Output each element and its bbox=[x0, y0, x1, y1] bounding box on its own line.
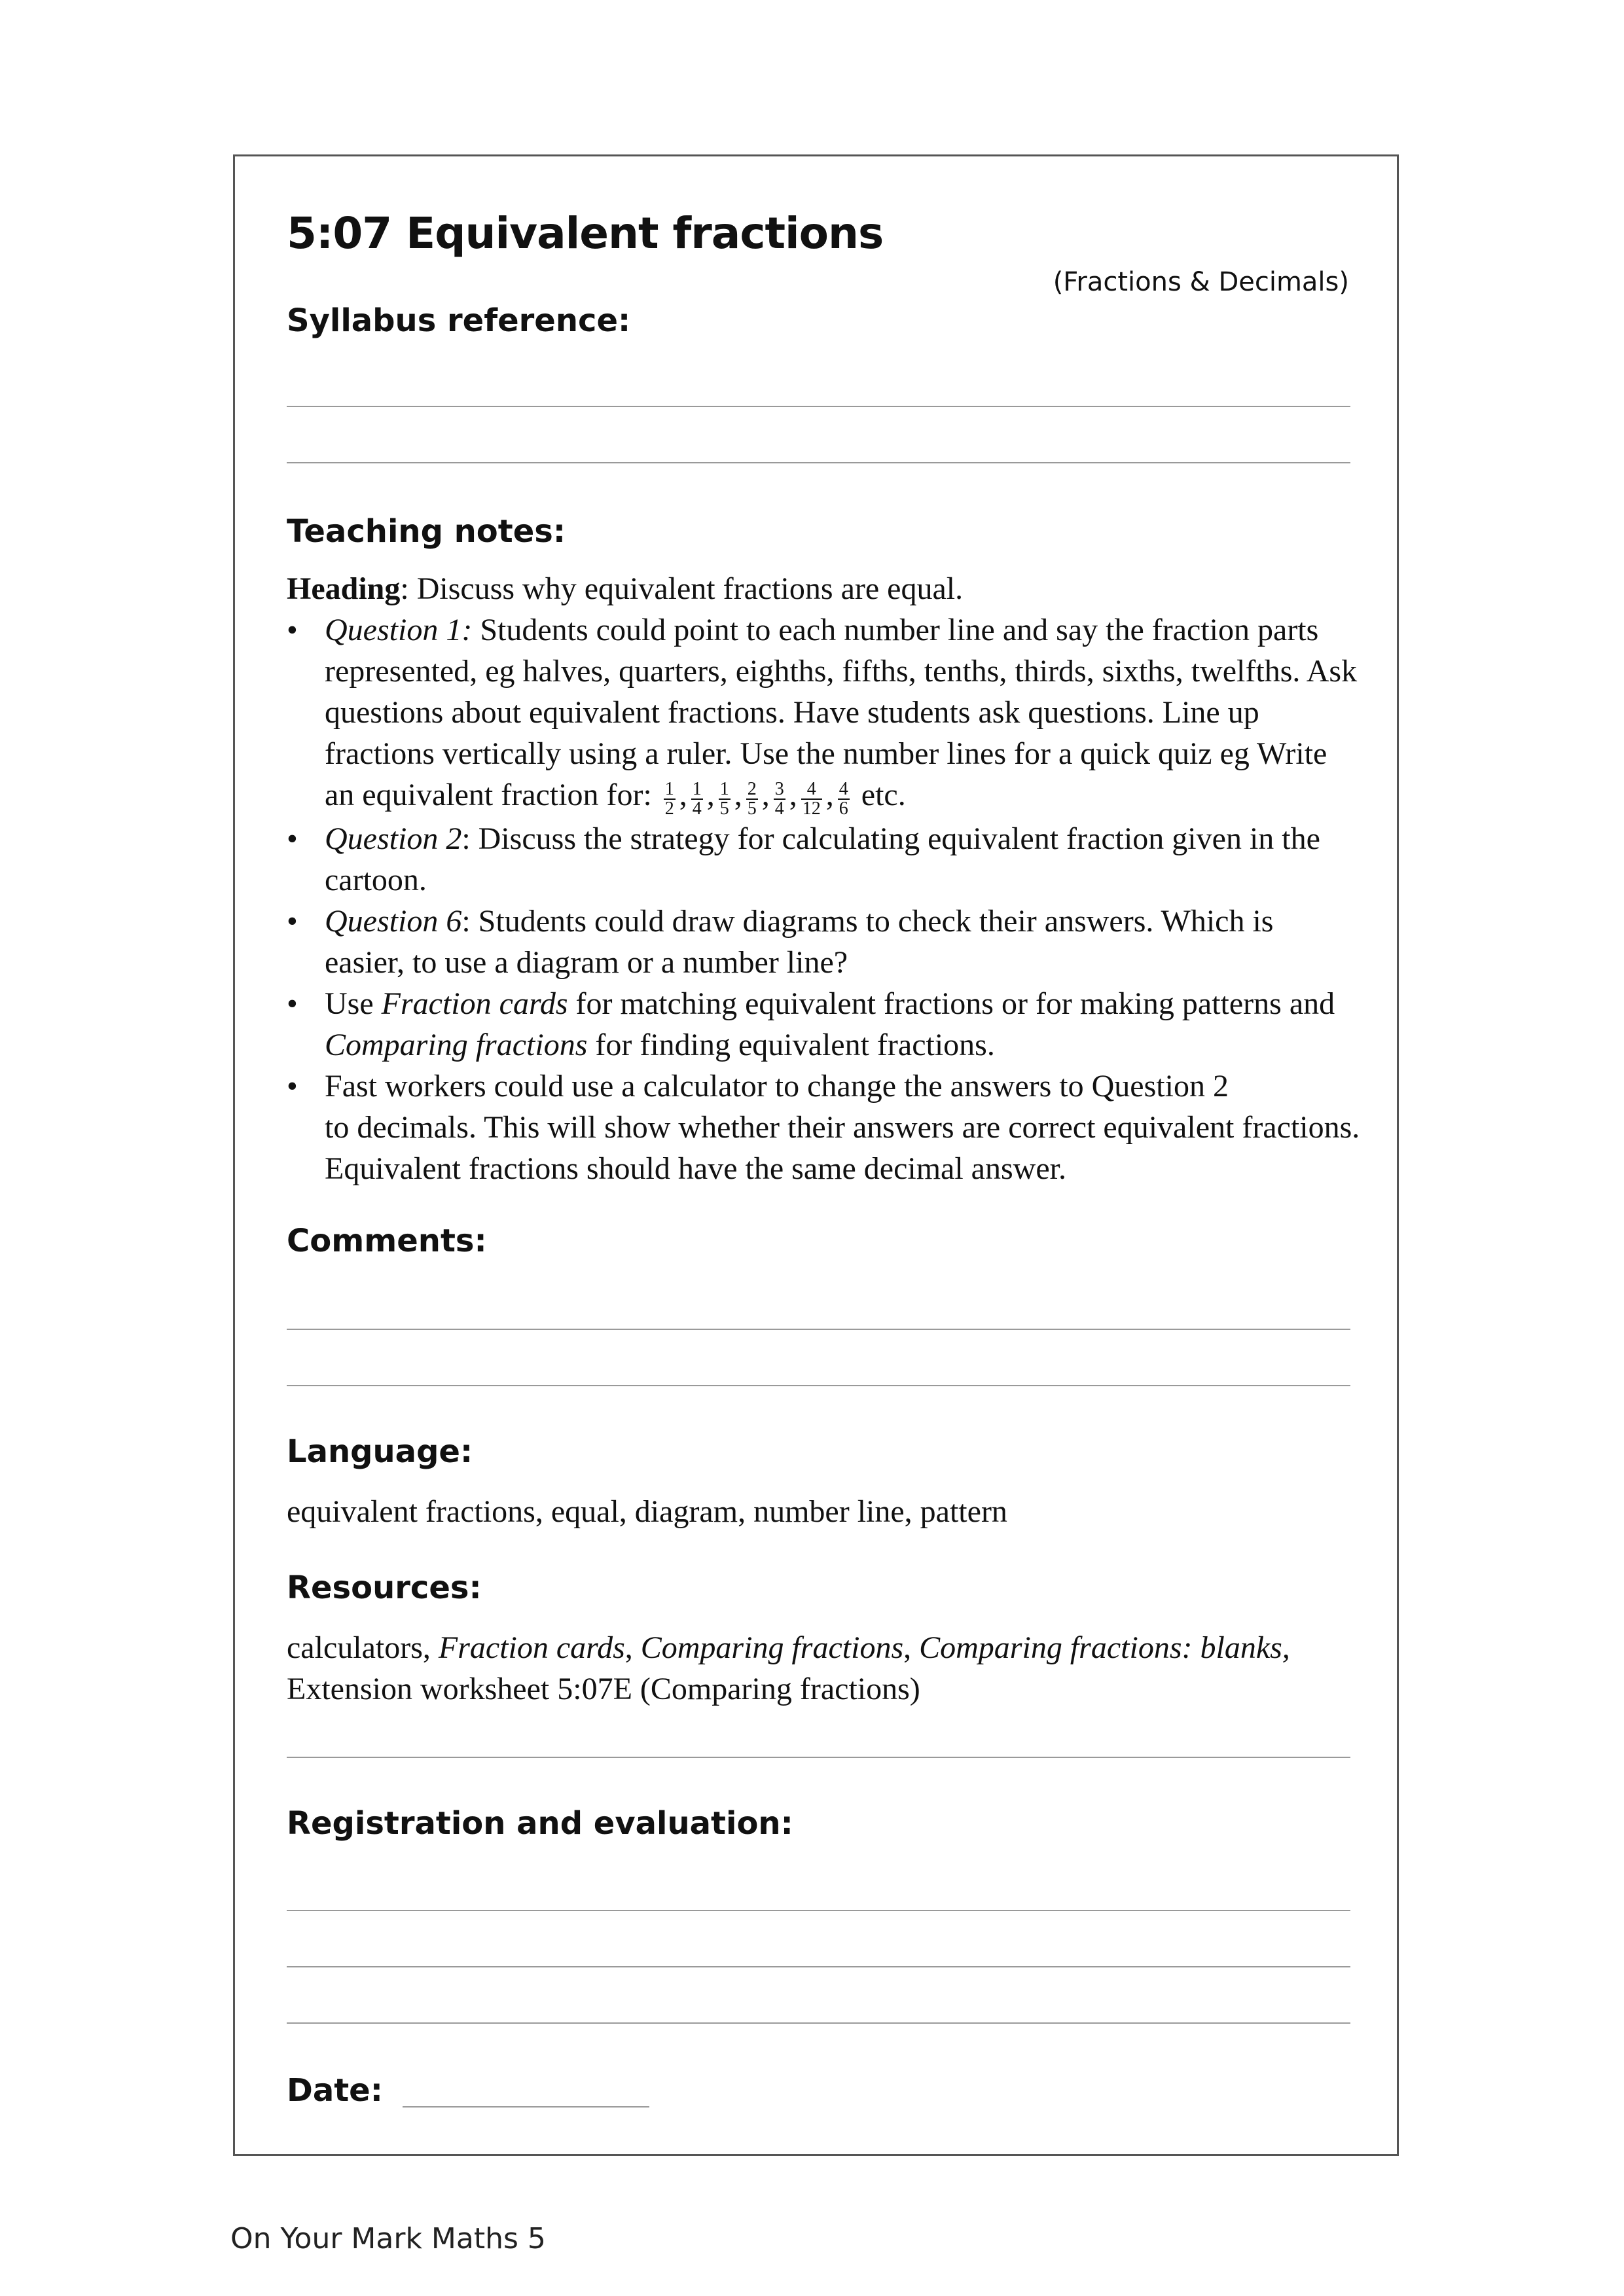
bullet-text: : Discuss the strategy for calculating equivalent fraction given in the cartoon. bbox=[325, 821, 1320, 897]
fraction-denominator: 12 bbox=[802, 798, 821, 819]
syllabus-line-1 bbox=[287, 406, 1350, 407]
fraction-numerator: 1 bbox=[664, 779, 674, 799]
resource-name: Fraction cards bbox=[381, 986, 568, 1021]
fraction bbox=[774, 780, 785, 818]
resource-name: Comparing fractions: blanks, bbox=[919, 1630, 1290, 1665]
date-line bbox=[403, 2106, 649, 2108]
list-item bbox=[287, 1066, 1360, 1189]
resource-name: Comparing fractions bbox=[325, 1028, 588, 1062]
list-item bbox=[287, 983, 1360, 1066]
fraction bbox=[691, 780, 703, 818]
bullet-text: Use bbox=[325, 986, 382, 1021]
bullet-text: : Students could draw diagrams to check their answers. Which is easier, to use a diagram or a number line? bbox=[325, 904, 1274, 980]
bullet-text: Students could point to each number line and say the fraction parts represented, eg halves, quarters, eighths, fifths, tenths, thirds, sixths, twelfths. Ask questions about equivalent fractions. Have students ask questions. Line up fractions vertically using a ruler. Use the number lines for a quick quiz eg Write an equivalent fraction for: bbox=[325, 613, 1358, 812]
bullet-lead: Question 2 bbox=[325, 821, 462, 856]
bullet-lead: Question 6 bbox=[325, 904, 462, 939]
bullet-text: Fast workers could use a calculator to change the answers to Question 2 bbox=[325, 1069, 1229, 1103]
resources-heading: Resources: bbox=[287, 1570, 482, 1606]
teaching-notes-heading: Teaching notes: bbox=[287, 513, 566, 550]
bullet-text: for matching equivalent fractions or for making patterns and bbox=[568, 986, 1335, 1021]
list-item bbox=[287, 818, 1360, 901]
intro-text: : Discuss why equivalent fractions are equal. bbox=[400, 571, 964, 606]
fraction-numerator: 4 bbox=[801, 780, 822, 800]
intro-bold: Heading bbox=[287, 571, 401, 606]
fraction-denominator: 6 bbox=[839, 798, 848, 819]
teaching-notes-intro bbox=[287, 568, 1360, 609]
fraction-numerator: 1 bbox=[719, 779, 729, 799]
subject-label: (Fractions & Decimals) bbox=[1053, 267, 1349, 297]
bullet-lead: Question 1: bbox=[325, 613, 473, 647]
resources-part: , bbox=[624, 1630, 641, 1665]
bullet-text: to decimals. This will show whether their answers are correct equivalent fractions. Equivalent fractions should have the same decimal answer. bbox=[325, 1110, 1360, 1186]
comments-heading: Comments: bbox=[287, 1223, 487, 1259]
page-title: 5:07 Equivalent fractions bbox=[287, 208, 884, 259]
registration-line-1 bbox=[287, 1910, 1350, 1911]
fraction bbox=[801, 780, 822, 818]
list-item bbox=[287, 609, 1360, 818]
resource-name: Fraction cards bbox=[438, 1630, 625, 1665]
resources-part: Extension worksheet 5:07E (Comparing fractions) bbox=[287, 1672, 920, 1706]
language-heading: Language: bbox=[287, 1433, 473, 1470]
bullet-tail: etc. bbox=[853, 778, 906, 812]
fraction-denominator: 4 bbox=[692, 798, 702, 819]
teaching-notes-body bbox=[287, 568, 1360, 1189]
fraction-numerator: 3 bbox=[774, 779, 784, 799]
fraction-denominator: 5 bbox=[719, 798, 729, 819]
syllabus-line-2 bbox=[287, 462, 1350, 463]
teaching-notes-list bbox=[287, 609, 1360, 1189]
registration-line-3 bbox=[287, 2022, 1350, 2024]
bullet-text: for finding equivalent fractions. bbox=[587, 1028, 995, 1062]
resources-part: , bbox=[903, 1630, 920, 1665]
page-footer: On Your Mark Maths 5 bbox=[230, 2222, 546, 2255]
date-label: Date: bbox=[287, 2072, 383, 2109]
registration-line-2 bbox=[287, 1966, 1350, 1967]
fraction-numerator: 2 bbox=[747, 779, 757, 799]
list-item bbox=[287, 901, 1360, 983]
resource-name: Comparing fractions bbox=[640, 1630, 904, 1665]
fraction-list: $\frac{1}{2}$ , $\frac{1}{4}$ , $\frac{1}{5}$ , $\frac{2}{5}$ , $\frac{3}{4}$ , $\frac{4}{12}$ , $\frac{4}{6}$ bbox=[664, 778, 848, 819]
fraction-numerator: 1 bbox=[692, 779, 702, 799]
syllabus-heading: Syllabus reference: bbox=[287, 302, 631, 339]
resources-part: calculators, bbox=[287, 1630, 439, 1665]
fraction bbox=[664, 780, 676, 818]
language-text: equivalent fractions, equal, diagram, number line, pattern bbox=[287, 1494, 1007, 1529]
resources-text bbox=[287, 1627, 1360, 1710]
fraction-denominator: 4 bbox=[774, 798, 784, 819]
comments-line-2 bbox=[287, 1385, 1350, 1386]
comments-line-1 bbox=[287, 1329, 1350, 1330]
registration-heading: Registration and evaluation: bbox=[287, 1805, 793, 1842]
resources-line bbox=[287, 1757, 1350, 1758]
fraction bbox=[746, 780, 758, 818]
fraction bbox=[838, 780, 850, 818]
fraction bbox=[719, 780, 731, 818]
fraction-numerator: 4 bbox=[839, 779, 848, 799]
fraction-denominator: 5 bbox=[747, 798, 757, 819]
fraction-denominator: 2 bbox=[664, 798, 674, 819]
